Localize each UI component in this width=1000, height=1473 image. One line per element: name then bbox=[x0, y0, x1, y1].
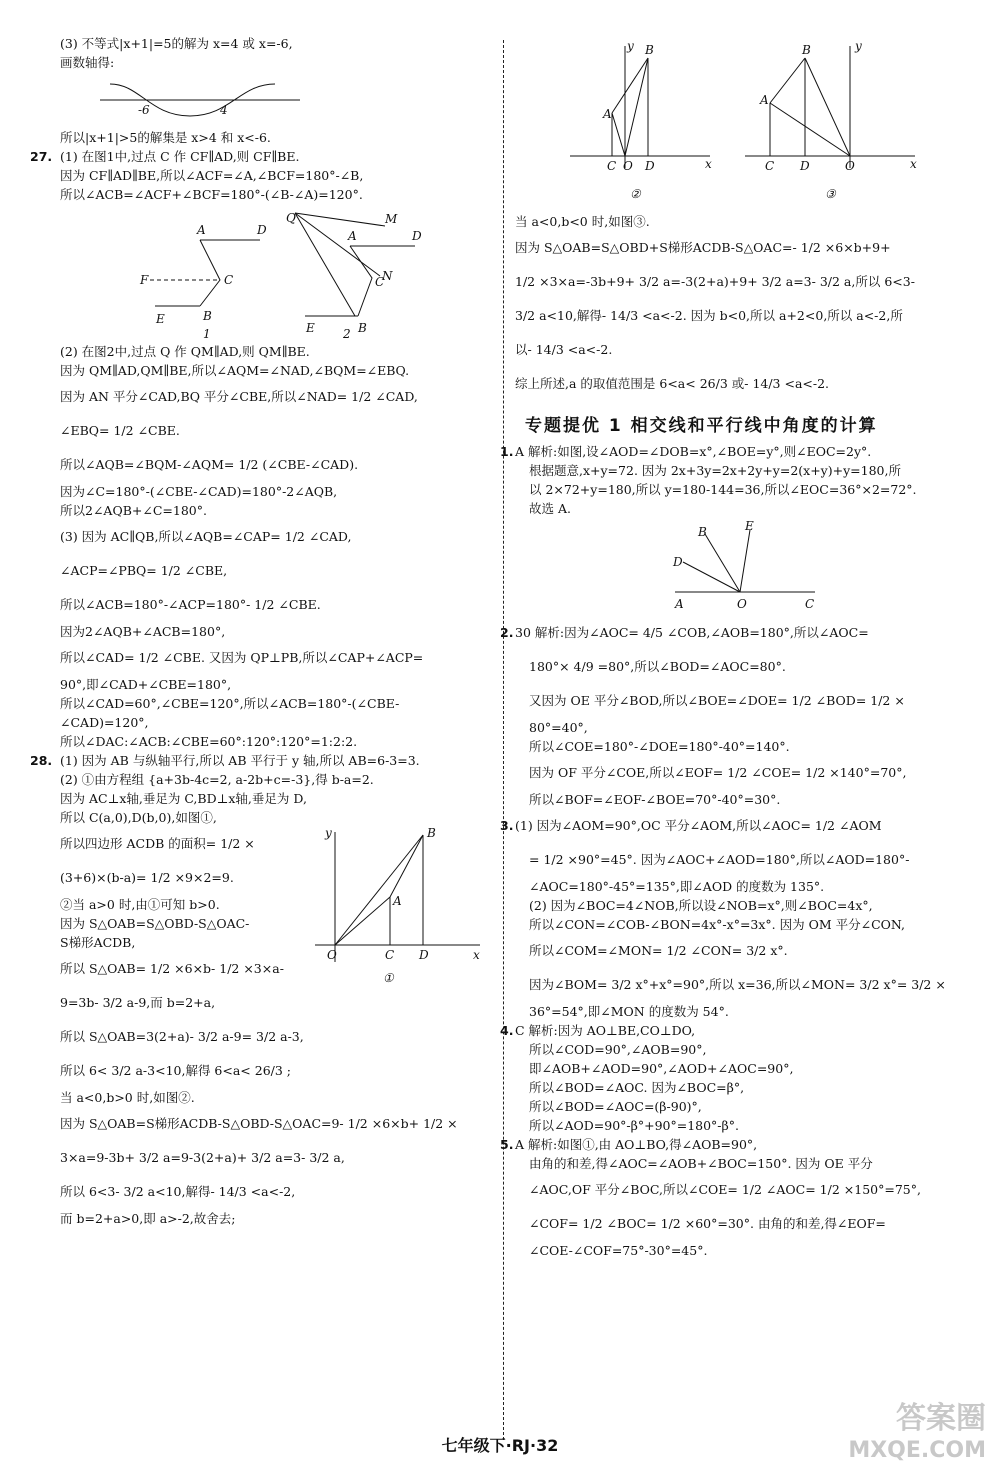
svg-text:A: A bbox=[760, 93, 769, 107]
question-27: 27. (1) 在图1中,过点 C 作 CF∥AD,则 CF∥BE. bbox=[30, 149, 300, 164]
svg-text:y: y bbox=[325, 826, 332, 840]
text-line: 所以 C(a,0),D(b,0),如图①, bbox=[60, 810, 217, 825]
text-line: 画数轴得: bbox=[60, 55, 115, 70]
column-separator bbox=[503, 40, 504, 1440]
question-number: 5. bbox=[500, 1137, 514, 1152]
text-line: 因为 S△OAB=S△OBD+S梯形ACDB-S△OAC=- 1/2 ×6×b+9+ bbox=[515, 240, 891, 255]
text-line: 根据题意,x+y=72. 因为 2x+3y=2x+2y+y=2(x+y)+y=180,所 bbox=[529, 463, 901, 478]
question-number: 3. bbox=[500, 818, 514, 833]
text-line: 1/2 ×3×a=-3b+9+ 3/2 a=-3(2+a)+9+ 3/2 a=3- 3/2 a,所以 6<3- bbox=[515, 274, 915, 289]
svg-text:B: B bbox=[427, 826, 436, 840]
svg-text:A: A bbox=[603, 107, 612, 121]
text-line: 由角的和差,得∠AOC=∠AOB+∠BOC=150°. 因为 OE 平分 bbox=[529, 1156, 873, 1171]
question-3: 3. (1) 因为∠AOM=90°,OC 平分∠AOM,所以∠AOC= 1/2 ∠AOM bbox=[515, 809, 965, 843]
left-column bbox=[30, 34, 490, 1433]
text-line: 故选 A. bbox=[529, 501, 571, 516]
svg-text:A: A bbox=[393, 894, 402, 908]
svg-text:E: E bbox=[156, 312, 165, 326]
text-line: 36°=54°,即∠MON 的度数为 54°. bbox=[529, 1004, 729, 1019]
question-number: 27. bbox=[30, 149, 53, 164]
svg-text:C: C bbox=[385, 948, 395, 962]
text-line: 以 2×72+y=180,所以 y=180-144=36,所以∠EOC=36°×2=72°. bbox=[529, 482, 917, 497]
figure-q1 bbox=[515, 519, 935, 612]
question-2: 2. 30 解析:因为∠AOC= 4/5 ∠COB,∠AOB=180°,所以∠AOC= bbox=[515, 616, 965, 650]
text-line: ∠CAD)=120°, bbox=[60, 715, 149, 730]
text-line: ∠COF= 1/2 ∠BOC= 1/2 ×60°=30°. 由角的和差,得∠EOF= bbox=[529, 1216, 886, 1231]
svg-text:③: ③ bbox=[825, 187, 836, 201]
text-line: 所以∠AQB=∠BQM-∠AQM= 1/2 (∠CBE-∠CAD). bbox=[60, 457, 359, 472]
figure-27 bbox=[60, 208, 460, 341]
text-line: ∠AOC=180°-45°=135°,即∠AOD 的度数为 135°. bbox=[529, 879, 825, 894]
text-line: 180°× 4/9 =80°,所以∠BOD=∠AOC=80°. bbox=[529, 659, 786, 674]
svg-text:N: N bbox=[382, 269, 393, 283]
svg-text:B: B bbox=[802, 43, 811, 57]
svg-text:x: x bbox=[705, 157, 712, 171]
section-title: 专题提优 1 相交线和平行线中角度的计算 bbox=[525, 416, 878, 436]
text-line: 因为 S△OAB=S△OBD-S△OAC- bbox=[60, 916, 250, 931]
text-line: 所以2∠AQB+∠C=180°. bbox=[60, 503, 207, 518]
svg-text:C: C bbox=[805, 597, 815, 611]
text-line: 因为∠BOM= 3/2 x°+x°=90°,所以 x=36,所以∠MON= 3/2 x°= 3/2 × bbox=[529, 977, 946, 992]
text-line: 80°=40°, bbox=[529, 720, 588, 735]
text-line: 以- 14/3 <a<-2. bbox=[515, 342, 613, 357]
label-4: 4 bbox=[220, 103, 228, 117]
svg-text:y: y bbox=[855, 39, 862, 53]
svg-text:C: C bbox=[375, 275, 385, 289]
svg-text:D: D bbox=[412, 229, 422, 243]
svg-text:D: D bbox=[645, 159, 655, 173]
svg-text:O: O bbox=[737, 597, 747, 611]
text-line: 所以 6<3- 3/2 a<10,解得- 14/3 <a<-2, bbox=[60, 1184, 296, 1199]
svg-text:B: B bbox=[698, 525, 707, 539]
text-line: 所以四边形 ACDB 的面积= 1/2 × bbox=[60, 836, 255, 851]
text-line: 即∠AOB+∠AOD=90°,∠AOD+∠AOC=90°, bbox=[529, 1061, 794, 1076]
question-number: 1. bbox=[500, 444, 514, 459]
text-line: (3) 因为 AC∥QB,所以∠AQB=∠CAP= 1/2 ∠CAD, bbox=[60, 529, 352, 544]
text-line: (2) 在图2中,过点 Q 作 QM∥AD,则 QM∥BE. bbox=[60, 344, 310, 359]
svg-text:②: ② bbox=[630, 187, 641, 201]
svg-text:D: D bbox=[800, 159, 810, 173]
svg-text:x: x bbox=[473, 948, 480, 962]
text-line: (3) 不等式|x+1|=5的解为 x=4 或 x=-6, bbox=[60, 36, 293, 51]
text-line: 所以∠CAD=60°,∠CBE=120°,所以∠ACB=180°-(∠CBE- bbox=[60, 696, 400, 711]
text-line: 因为 CF∥AD∥BE,所以∠ACF=∠A,∠BCF=180°-∠B, bbox=[60, 168, 364, 183]
text-line: ∠EBQ= 1/2 ∠CBE. bbox=[60, 423, 180, 438]
text-line: 当 a<0,b<0 时,如图③. bbox=[515, 214, 650, 229]
svg-text:A: A bbox=[675, 597, 684, 611]
svg-text:y: y bbox=[627, 39, 634, 53]
text-line: 9=3b- 3/2 a-9,而 b=2+a, bbox=[60, 995, 216, 1010]
text-line: 所以∠CON=∠COB-∠BON=4x°-x°=3x°. 因为 OM 平分∠CON, bbox=[529, 917, 906, 932]
text-line: 因为 AC⊥x轴,垂足为 C,BD⊥x轴,垂足为 D, bbox=[60, 791, 307, 806]
text-line: S梯形ACDB, bbox=[60, 935, 136, 950]
svg-text:1: 1 bbox=[203, 327, 211, 341]
text-line: 而 b=2+a>0,即 a>-2,故舍去; bbox=[60, 1211, 236, 1226]
text-line: 所以∠BOD=∠AOC. 因为∠BOC=β°, bbox=[529, 1080, 745, 1095]
text-line: 因为∠C=180°-(∠CBE-∠CAD)=180°-2∠AQB, bbox=[60, 484, 338, 499]
svg-text:2: 2 bbox=[343, 327, 351, 341]
text-line: 所以∠ACB=∠ACF+∠BCF=180°-(∠B-∠A)=120°. bbox=[60, 187, 363, 202]
svg-text:E: E bbox=[306, 321, 315, 335]
text-line: ∠ACP=∠PBQ= 1/2 ∠CBE, bbox=[60, 563, 228, 578]
line-QN bbox=[295, 213, 380, 276]
figures-2-3 bbox=[515, 38, 935, 208]
svg-text:Q: Q bbox=[286, 211, 296, 225]
text-line: 综上所述,a 的取值范围是 6<a< 26/3 或- 14/3 <a<-2. bbox=[515, 376, 830, 391]
text-line: 所以∠BOF=∠EOF-∠BOE=70°-40°=30°. bbox=[529, 792, 781, 807]
number-line-figure bbox=[60, 76, 290, 124]
text-line: (3+6)×(b-a)= 1/2 ×9×2=9. bbox=[60, 870, 234, 885]
question-4: 4. C 解析:因为 AO⊥BE,CO⊥DO, bbox=[500, 1023, 696, 1038]
text-line: 3×a=9-3b+ 3/2 a=9-3(2+a)+ 3/2 a=3- 3/2 a, bbox=[60, 1150, 345, 1165]
text-line: 所以∠ACB=180°-∠ACP=180°- 1/2 ∠CBE. bbox=[60, 597, 321, 612]
text-line: 所以|x+1|>5的解集是 x>4 和 x<-6. bbox=[60, 130, 271, 145]
svg-text:B: B bbox=[203, 309, 212, 323]
question-1: 1. A 解析:如图,设∠AOD=∠DOB=x°,∠BOE=y°,则∠EOC=2y°. bbox=[500, 444, 872, 459]
svg-text:O: O bbox=[845, 159, 855, 173]
question-5: 5. A 解析:如图①,由 AO⊥BO,得∠AOB=90°, bbox=[500, 1137, 758, 1152]
text-line: 所以∠AOD=90°-β°+90°=180°-β°. bbox=[529, 1118, 739, 1133]
text-line: 因为 QM∥AD,QM∥BE,所以∠AQM=∠NAD,∠BQM=∠EBQ. bbox=[60, 363, 410, 378]
line-QM bbox=[295, 213, 385, 226]
text-line: ∠COE-∠COF=75°-30°=45°. bbox=[529, 1243, 708, 1258]
text-line: ②当 a>0 时,由①可知 b>0. bbox=[60, 897, 220, 912]
line-QB bbox=[295, 213, 355, 316]
svg-text:D: D bbox=[257, 223, 267, 237]
svg-text:M: M bbox=[385, 212, 398, 226]
svg-text:C: C bbox=[765, 159, 775, 173]
svg-text:x: x bbox=[910, 157, 917, 171]
question-number: 2. bbox=[500, 625, 514, 640]
text-line: 所以∠COD=90°,∠AOB=90°, bbox=[529, 1042, 707, 1057]
text-line: 因为 AN 平分∠CAD,BQ 平分∠CBE,所以∠NAD= 1/2 ∠CAD, bbox=[60, 389, 418, 404]
svg-text:A: A bbox=[348, 229, 357, 243]
svg-text:B: B bbox=[358, 321, 367, 335]
text-line: 因为2∠AQB+∠ACB=180°, bbox=[60, 624, 226, 639]
text-line: 所以 6< 3/2 a-3<10,解得 6<a< 26/3 ; bbox=[60, 1063, 291, 1078]
svg-text:O: O bbox=[623, 159, 633, 173]
text-line: 因为 S△OAB=S梯形ACDB-S△OBD-S△OAC=9- 1/2 ×6×b+ 1/2 × bbox=[60, 1116, 458, 1131]
text-line: 因为 OF 平分∠COE,所以∠EOF= 1/2 ∠COE= 1/2 ×140°=70°, bbox=[529, 765, 907, 780]
text-line: 所以∠DAC:∠ACB:∠CBE=60°:120°:120°=1:2:2. bbox=[60, 734, 358, 749]
text-line: ∠AOC,OF 平分∠BOC,所以∠COE= 1/2 ∠AOC= 1/2 ×150°=75°, bbox=[529, 1182, 921, 1197]
text-line: 当 a<0,b>0 时,如图②. bbox=[60, 1090, 195, 1105]
page-footer: 七年级下·RJ·32 bbox=[441, 1436, 559, 1455]
svg-text:D: D bbox=[419, 948, 429, 962]
text-line: 90°,即∠CAD+∠CBE=180°, bbox=[60, 677, 232, 692]
text-line: (2) ①由方程组 {a+3b-4c=2, a-2b+c=-3},得 b-a=2. bbox=[60, 772, 374, 787]
svg-text:B: B bbox=[645, 43, 654, 57]
question-number: 4. bbox=[500, 1023, 514, 1038]
text-line: = 1/2 ×90°=45°. 因为∠AOC+∠AOD=180°,所以∠AOD=180°- bbox=[529, 852, 910, 867]
text-line: 所以∠COE=180°-∠DOE=180°-40°=140°. bbox=[529, 739, 790, 754]
svg-text:C: C bbox=[607, 159, 617, 173]
label-neg6: -6 bbox=[138, 103, 150, 117]
text-line: 所以∠COM=∠MON= 1/2 ∠CON= 3/2 x°. bbox=[529, 943, 788, 958]
svg-text:F: F bbox=[140, 273, 149, 287]
svg-text:A: A bbox=[197, 223, 206, 237]
svg-text:①: ① bbox=[383, 971, 394, 985]
polyline-ACB bbox=[200, 240, 220, 306]
question-number: 28. bbox=[30, 753, 53, 768]
text-line: 所以∠CAD= 1/2 ∠CBE. 又因为 QP⊥PB,所以∠CAP+∠ACP= bbox=[60, 650, 424, 665]
text-line: 3/2 a<10,解得- 14/3 <a<-2. 因为 b<0,所以 a+2<0,所以 a<-2,所 bbox=[515, 308, 903, 323]
svg-text:E: E bbox=[745, 519, 754, 533]
text-line: 所以∠BOD=∠AOC=(β-90)°, bbox=[529, 1099, 702, 1114]
text-line: (2) 因为∠BOC=4∠NOB,所以设∠NOB=x°,则∠BOC=4x°, bbox=[529, 898, 873, 913]
watermark-logo: 答案圈 MXQE.COM bbox=[848, 1401, 986, 1463]
svg-text:D: D bbox=[673, 555, 683, 569]
question-28: 28. (1) 因为 AB 与纵轴平行,所以 AB 平行于 y 轴,所以 AB=6-3=3. bbox=[30, 753, 420, 768]
svg-text:C: C bbox=[224, 273, 234, 287]
text-line: 所以 S△OAB=3(2+a)- 3/2 a-9= 3/2 a-3, bbox=[60, 1029, 304, 1044]
text-line: 所以 S△OAB= 1/2 ×6×b- 1/2 ×3×a- bbox=[60, 961, 284, 976]
svg-text:O: O bbox=[327, 948, 337, 962]
right-column bbox=[500, 34, 965, 1433]
text-line: 又因为 OE 平分∠BOD,所以∠BOE=∠DOE= 1/2 ∠BOD= 1/2 × bbox=[529, 693, 905, 708]
